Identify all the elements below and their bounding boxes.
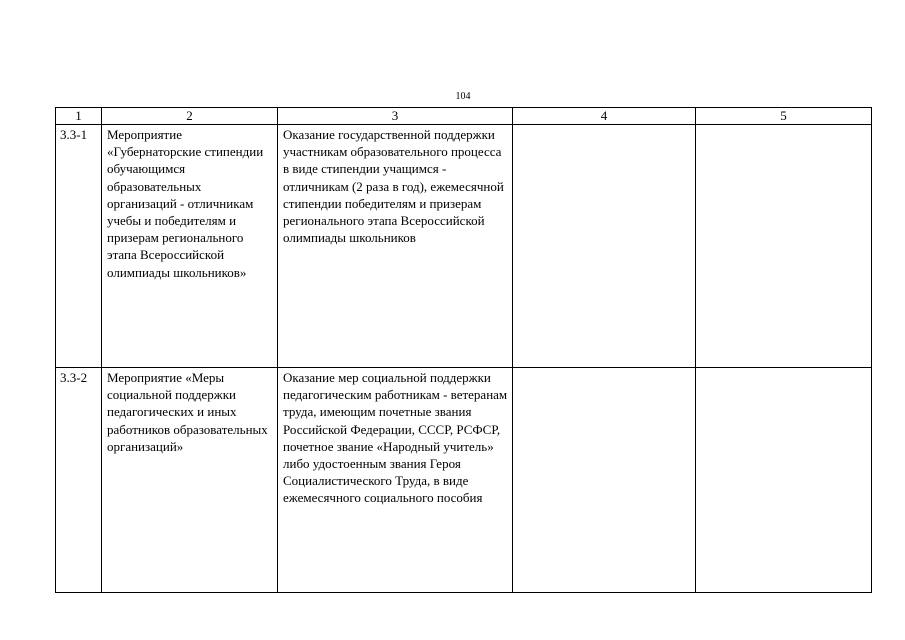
column-header-4: 4	[513, 108, 696, 125]
page-number: 104	[455, 91, 471, 102]
column-header-5: 5	[696, 108, 872, 125]
table-row	[56, 125, 872, 368]
column-5-cell	[696, 125, 872, 368]
measure-cell: Мероприятие «Губернаторские стипендии обучающимся образовательных организаций - отличникам учебы и победителям и призерам регионального этапа Всероссийской олимпиады школьников»	[102, 125, 278, 368]
column-4-cell	[513, 125, 696, 368]
description-cell: Оказание мер социальной поддержки педагогическим работникам - ветеранам труда, имеющим почетные звания Российской Федерации, СССР, РСФСР, почетное звание «Народный учитель» либо удостоенным звания Героя Социалистического Труда, в виде ежемесячного социального пособия	[278, 368, 513, 593]
column-header-3: 3	[278, 108, 513, 125]
row-number-cell: 3.3-2	[56, 368, 102, 593]
column-header-2: 2	[102, 108, 278, 125]
measure-cell: Мероприятие «Меры социальной поддержки педагогических и иных работников образовательных организаций»	[102, 368, 278, 593]
column-header-1: 1	[56, 108, 102, 125]
column-5-cell	[696, 368, 872, 593]
column-4-cell	[513, 368, 696, 593]
description-cell: Оказание государственной поддержки участникам образовательного процесса в виде стипендии учащимся - отличникам (2 раза в год), ежемесячной стипендии победителям и призерам регионального этапа Всероссийской олимпиады школьников	[278, 125, 513, 368]
table-row	[56, 368, 872, 593]
measures-table	[55, 107, 872, 593]
table-header-row	[56, 108, 872, 125]
row-number-cell: 3.3-1	[56, 125, 102, 368]
